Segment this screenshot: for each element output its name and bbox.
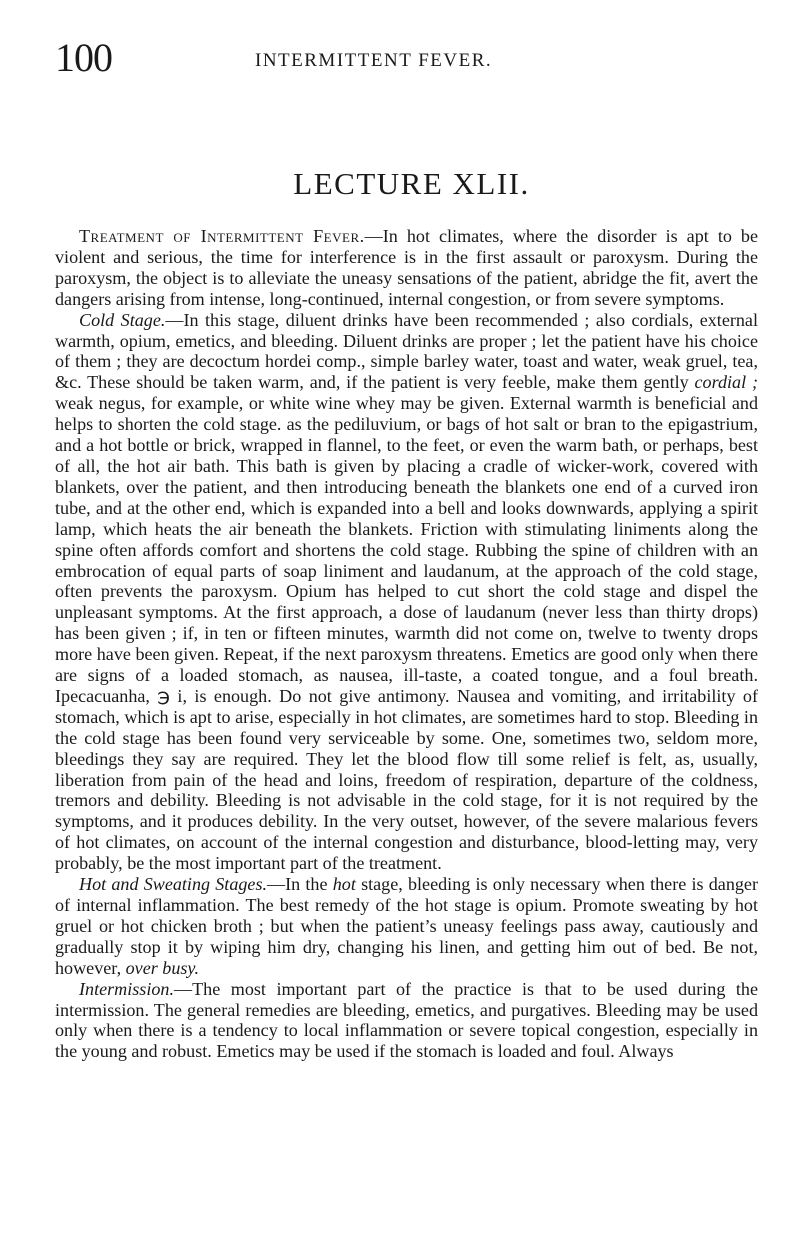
paragraph-text: stage, bleeding is only necessary when there is danger of internal inflammation. The best remedy of the hot stage is opium. Promote sweating by hot gruel or hot chicken broth ; but when the patient’s uneasy feelings pass away, cautiously and gradually stop it by wiping him dry, changing his linen, and getting him out of bed. Be not, however, — [55, 874, 758, 978]
lecture-body — [55, 226, 758, 1062]
paragraph-cold-stage — [55, 310, 758, 874]
section-heading: Cold Stage. — [79, 309, 166, 330]
page-number: 100 — [55, 35, 112, 80]
paragraph-intermission — [55, 979, 758, 1063]
section-heading: Intermission. — [79, 978, 174, 999]
paragraph-text: —The most important part of the practice is that to be used during the intermission. The general remedies are bleeding, emetics, and purgatives. Bleeding may be used only when there is a tendency to local inflammation or severe topical congestion, especially in the young and robust. Emetics may be used if the stomach is loaded and foul. Always — [55, 978, 758, 1062]
running-head — [55, 35, 758, 80]
emphasis-text: over busy. — [125, 957, 199, 978]
running-title: INTERMITTENT FEVER. — [255, 50, 493, 71]
lecture-title: LECTURE XLII. — [293, 166, 530, 201]
emphasis-text: hot — [332, 874, 356, 895]
emphasis-text: cordial ; — [694, 372, 758, 393]
section-heading: Hot and Sweating Stages. — [79, 874, 268, 895]
paragraph-treatment — [55, 226, 758, 310]
paragraph-text: weak negus, for example, or white wine whey may be given. External warmth is beneficial and helps to shorten the cold stage. as the pediluvium, or bags of hot salt or bran to the epigastrium, and a hot bottle or brick, wrapped in flannel, to the feet, or even the warm bath, or perhaps, best of all, the hot air bath. This bath is given by placing a cradle of wicker-work, covered with blankets, over the patient, and then introducing beneath the blankets one end of a curved iron tube, and at the other end, which is expanded into a bell and looks downwards, applying a spirit lamp, which heats the air beneath the blankets. Friction with stimulating liniments along the spine often affords comfort and shortens the cold stage. Rubbing the spine of children with an embrocation of equal parts of soap liniment and laudanum, at the approach of the cold stage, often prevents the paroxysm. Opium has helped to cut short the cold stage and dispel the unpleasant symptoms. At the first approach, a dose of laudanum (never less than thirty drops) has been given ; if, in ten or fifteen minutes, warmth did not come on, twelve to twenty drops more have been given. Repeat, if the next paroxysm threatens. Emetics are good only when there are signs of a loaded stomach, as nausea, ill-taste, a coated tongue, and a foul breath. Ipecacuanha, ℈ i, is enough. Do not give antimony. Nausea and vomiting, and irritability of stomach, which is apt to arise, especially in hot climates, are sometimes hard to stop. Bleeding in the cold stage has been found very serviceable by some. One, sometimes two, seldom more, bleedings they say are required. They let the blood flow till some relief is felt, as, usually, liberation from pain of the head and loins, freedom of respiration, departure of the coldness, tremors and debility. Bleeding is not advisable in the cold stage, for it is not required by the symptoms, and it produces debility. In the very outset, however, of the severe malarious fevers of hot climates, on account of the internal congestion and disturbance, blood-letting may, very probably, be the most important part of the treatment. — [55, 393, 758, 874]
section-heading: Treatment of Intermittent Fever. — [79, 226, 365, 246]
paragraph-text: —In this stage, diluent drinks have been recommended ; also cordials, external warmth, opium, emetics, and bleeding. Diluent drinks are proper ; let the patient have his choice of them ; they are decoctum hordei comp., simple barley water, toast and water, weak gruel, tea, &c. These should be taken warm, and, if the patient is very feeble, make them gently — [55, 309, 758, 393]
paragraph-text: —In hot climates, where the disorder is apt to be violent and serious, the time for interference is in the first assault or paroxysm. During the paroxysm, the object is to alleviate the uneasy sensations of the patient, abridge the fit, avert the dangers arising from intense, long-continued, internal congestion, or from severe symptoms. — [55, 226, 759, 309]
paragraph-text: —In the — [267, 874, 333, 895]
paragraph-hot-stage — [55, 874, 758, 979]
